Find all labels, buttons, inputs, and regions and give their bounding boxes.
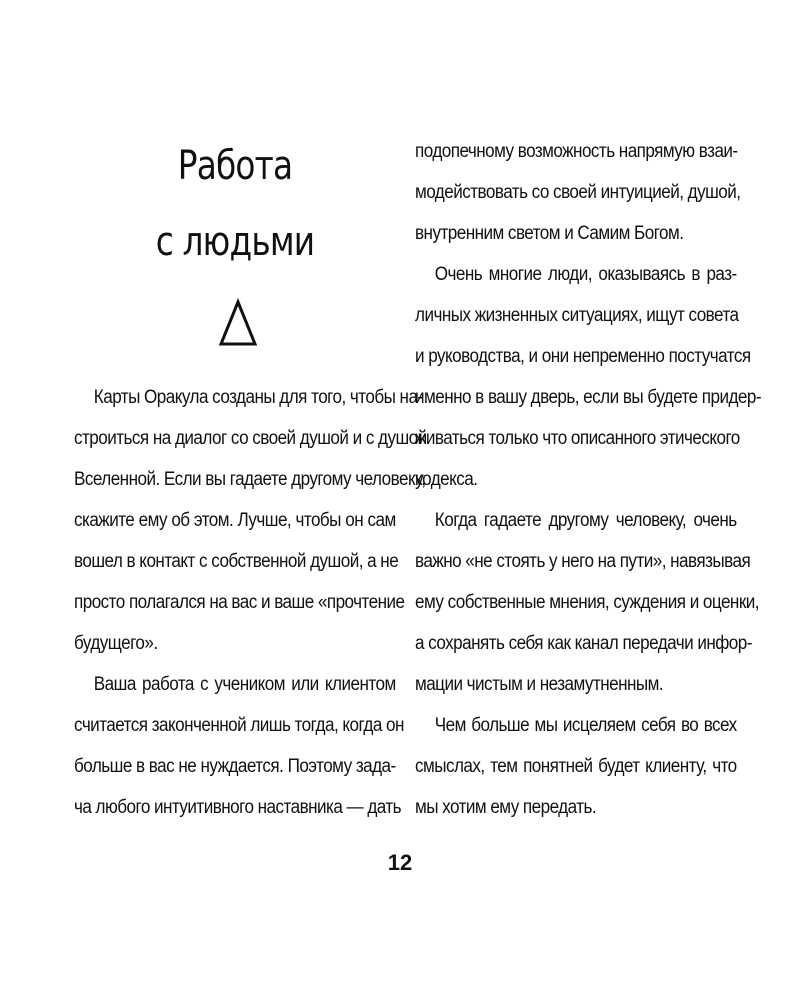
right-paragraph-4 — [415, 705, 737, 828]
right-paragraph-3 — [415, 500, 760, 705]
left-paragraph-2 — [74, 664, 404, 828]
text-line: Очень многие люди, оказываясь в раз- — [434, 264, 737, 285]
triangle-outline-icon — [218, 298, 258, 348]
chapter-title-line-2: с людьми — [155, 219, 315, 265]
text-line: именно в вашу дверь, если вы будете придер- — [415, 387, 762, 408]
text-line: Вселенной. Если вы гадаете другому человеку, — [74, 469, 426, 490]
text-line: просто полагался на вас и ваше «прочтение — [74, 592, 405, 613]
text-line: и руководства, и они непременно постучатся — [415, 346, 751, 367]
text-line: больше в вас не нуждается. Поэтому зада- — [74, 756, 396, 777]
text-line: Чем больше мы исцеляем себя во всех — [434, 715, 737, 736]
text-line: кодекса. — [415, 469, 478, 490]
text-line: живаться только что описанного этического — [415, 428, 740, 449]
right-paragraph-2 — [415, 254, 762, 500]
text-line: смыслах, тем понятней будет клиенту, что — [415, 756, 737, 777]
page-number: 12 — [387, 850, 413, 875]
text-line: мы хотим ему передать. — [415, 797, 597, 818]
text-line: а сохранять себя как канал передачи инфор- — [415, 633, 752, 654]
text-line: Карты Оракула созданы для того, чтобы на- — [93, 387, 423, 408]
text-line: вошел в контакт с собственной душой, а не — [74, 551, 399, 572]
text-line: ча любого интуитивного наставника — дать — [74, 797, 402, 818]
left-paragraph-1 — [74, 377, 427, 664]
text-line: будущего». — [74, 633, 158, 654]
right-paragraph-1 — [415, 131, 741, 254]
text-line: личных жизненных ситуациях, ищут совета — [415, 305, 739, 326]
text-line: мации чистым и незамутненным. — [415, 674, 664, 695]
chapter-title-line-1: Работа — [177, 143, 293, 189]
text-line: подопечному возможность напрямую взаи- — [415, 141, 738, 162]
text-line: внутренним светом и Самим Богом. — [415, 223, 684, 244]
text-line: важно «не стоять у него на пути», навязывая — [415, 551, 751, 572]
text-line: строиться на диалог со своей душой и с душой — [74, 428, 427, 449]
text-line: Ваша работа с учеником или клиентом — [93, 674, 396, 695]
text-line: скажите ему об этом. Лучше, чтобы он сам — [74, 510, 396, 531]
text-line: ему собственные мнения, суждения и оценки, — [415, 592, 760, 613]
text-line: считается законченной лишь тогда, когда он — [74, 715, 404, 736]
text-line: модействовать со своей интуицией, душой, — [415, 182, 741, 203]
text-line: Когда гадаете другому человеку, очень — [434, 510, 737, 531]
